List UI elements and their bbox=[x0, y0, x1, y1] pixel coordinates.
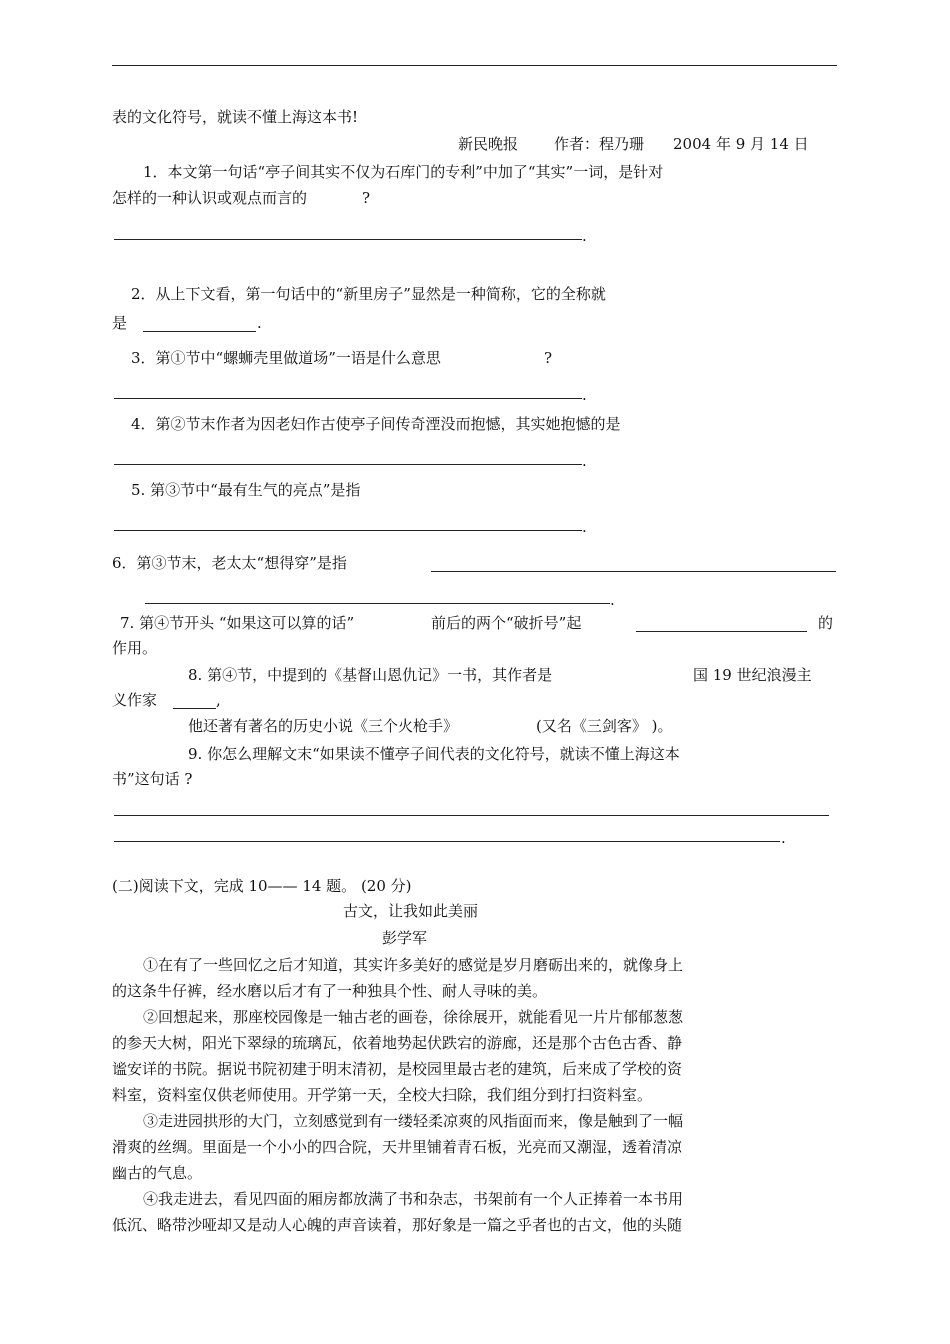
answer-line-4[interactable] bbox=[114, 464, 582, 465]
answer-line-1[interactable] bbox=[114, 239, 582, 240]
answer-line-3[interactable] bbox=[114, 398, 582, 399]
question-1-mark: ? bbox=[362, 189, 371, 207]
answer-line-9b-dot: . bbox=[781, 829, 786, 847]
paragraph-2-line-3: 谧安详的书院。据说书院初建于明末清初，是校园里最古老的建筑，后来成了学校的资 bbox=[112, 1060, 683, 1078]
section-2-author: 彭学军 bbox=[382, 929, 428, 947]
answer-blank-8[interactable] bbox=[173, 708, 216, 709]
paragraph-2-line-2: 的参天大树，阳光下翠绿的琉璃瓦，依着地势起伏跌宕的游廊，还是那个古色古香、静 bbox=[112, 1034, 683, 1052]
question-7-part-3: 的 bbox=[818, 614, 834, 632]
question-8-part-3: 义作家 bbox=[112, 691, 158, 709]
paragraph-1-line-1: ①在有了一些回忆之后才知道，其实许多美好的感觉是岁月磨砺出来的，就像身上 bbox=[143, 956, 684, 974]
answer-line-5[interactable] bbox=[114, 530, 582, 531]
source-paper: 新民晚报 bbox=[458, 135, 519, 153]
question-7-part-4: 作用。 bbox=[112, 639, 158, 657]
question-4: 4．第②节末作者为因老妇作古使亭子间传奇湮没而抱憾，其实她抱憾的是 bbox=[131, 415, 621, 433]
question-9-line-1: 9. 你怎么理解文末“如果读不懂亭子间代表的文化符号，就读不懂上海这本 bbox=[188, 745, 680, 763]
answer-line-6a[interactable] bbox=[431, 571, 836, 572]
paragraph-2-line-4: 料室，资料室仅供老师使用。开学第一天，全校大扫除，我们组分到打扫资料室。 bbox=[112, 1086, 653, 1104]
question-7-part-1: 7. 第④节开头 “如果这可以算的话” bbox=[120, 614, 355, 632]
question-3: 3．第①节中“螺蛳壳里做道场”一语是什么意思 bbox=[131, 349, 441, 367]
question-9-line-2: 书”这句话 ? bbox=[112, 770, 193, 788]
article-tail: 表的文化符号，就读不懂上海这本书! bbox=[112, 108, 359, 126]
answer-line-9a[interactable] bbox=[114, 815, 829, 816]
question-6: 6．第③节末，老太太“想得穿”是指 bbox=[112, 554, 347, 572]
source-author: 作者：程乃珊 bbox=[554, 135, 645, 153]
question-8-part-4: 他还著有著名的历史小说《三个火枪手》 bbox=[188, 717, 459, 735]
answer-line-5-dot: . bbox=[582, 518, 587, 536]
question-2-line-2: 是 bbox=[112, 314, 128, 332]
paragraph-2-line-1: ②回想起来，那座校园像是一轴古老的画卷，徐徐展开，就能看见一片片郁郁葱葱 bbox=[143, 1008, 684, 1026]
answer-line-1-dot: . bbox=[582, 227, 587, 245]
answer-line-9b[interactable] bbox=[114, 841, 780, 842]
question-7-part-2: 前后的两个“破折号”起 bbox=[431, 614, 582, 632]
source-date: 2004 年 9 月 14 日 bbox=[673, 135, 809, 153]
section-2-instruction: (二)阅读下文，完成 10—— 14 题。 (20 分) bbox=[112, 877, 412, 895]
question-1-line-1: 1．本文第一句话“亭子间其实不仅为石库门的专利”中加了“其实”一词，是针对 bbox=[143, 163, 664, 181]
answer-line-6b[interactable] bbox=[145, 603, 610, 604]
answer-blank-8-comma: , bbox=[216, 691, 221, 709]
answer-blank-2-dot: . bbox=[257, 314, 262, 332]
question-8-part-2: 国 19 世纪浪漫主 bbox=[693, 666, 812, 684]
header-rule bbox=[112, 65, 837, 66]
question-8-part-1: 8. 第④节，中提到的《基督山恩仇记》一书，其作者是 bbox=[188, 666, 553, 684]
paragraph-4-line-2: 低沉、略带沙哑却又是动人心魄的声音读着，那好象是一篇之乎者也的古文，他的头随 bbox=[112, 1216, 683, 1234]
paragraph-3-line-3: 幽古的气息。 bbox=[112, 1164, 203, 1182]
answer-line-6b-dot: . bbox=[610, 591, 615, 609]
question-1-line-2: 怎样的一种认识或观点而言的 bbox=[112, 189, 308, 207]
question-8-part-5: (又名《三剑客》 )。 bbox=[536, 717, 673, 735]
question-3-mark: ? bbox=[544, 349, 553, 367]
question-5: 5. 第③节中“最有生气的亮点”是指 bbox=[131, 481, 361, 499]
answer-blank-7[interactable] bbox=[636, 631, 807, 632]
paragraph-4-line-1: ④我走进去，看见四面的厢房都放满了书和杂志，书架前有一个人正捧着一本书用 bbox=[143, 1190, 684, 1208]
question-2-line-1: 2．从上下文看，第一句话中的“新里房子”显然是一种简称，它的全称就 bbox=[131, 285, 606, 303]
paragraph-1-line-2: 的这条牛仔裤，经水磨以后才有了一种独具个性、耐人寻味的美。 bbox=[112, 982, 548, 1000]
paragraph-3-line-2: 滑爽的丝绸。里面是一个小小的四合院，天井里铺着青石板，光亮而又潮湿，透着清凉 bbox=[112, 1138, 683, 1156]
answer-blank-2[interactable] bbox=[143, 331, 256, 332]
paragraph-3-line-1: ③走进园拱形的大门，立刻感觉到有一缕轻柔凉爽的风指面而来，像是触到了一幅 bbox=[143, 1112, 684, 1130]
answer-line-4-dot: . bbox=[582, 452, 587, 470]
section-2-title: 古文，让我如此美丽 bbox=[343, 902, 479, 920]
answer-line-3-dot: . bbox=[582, 386, 587, 404]
